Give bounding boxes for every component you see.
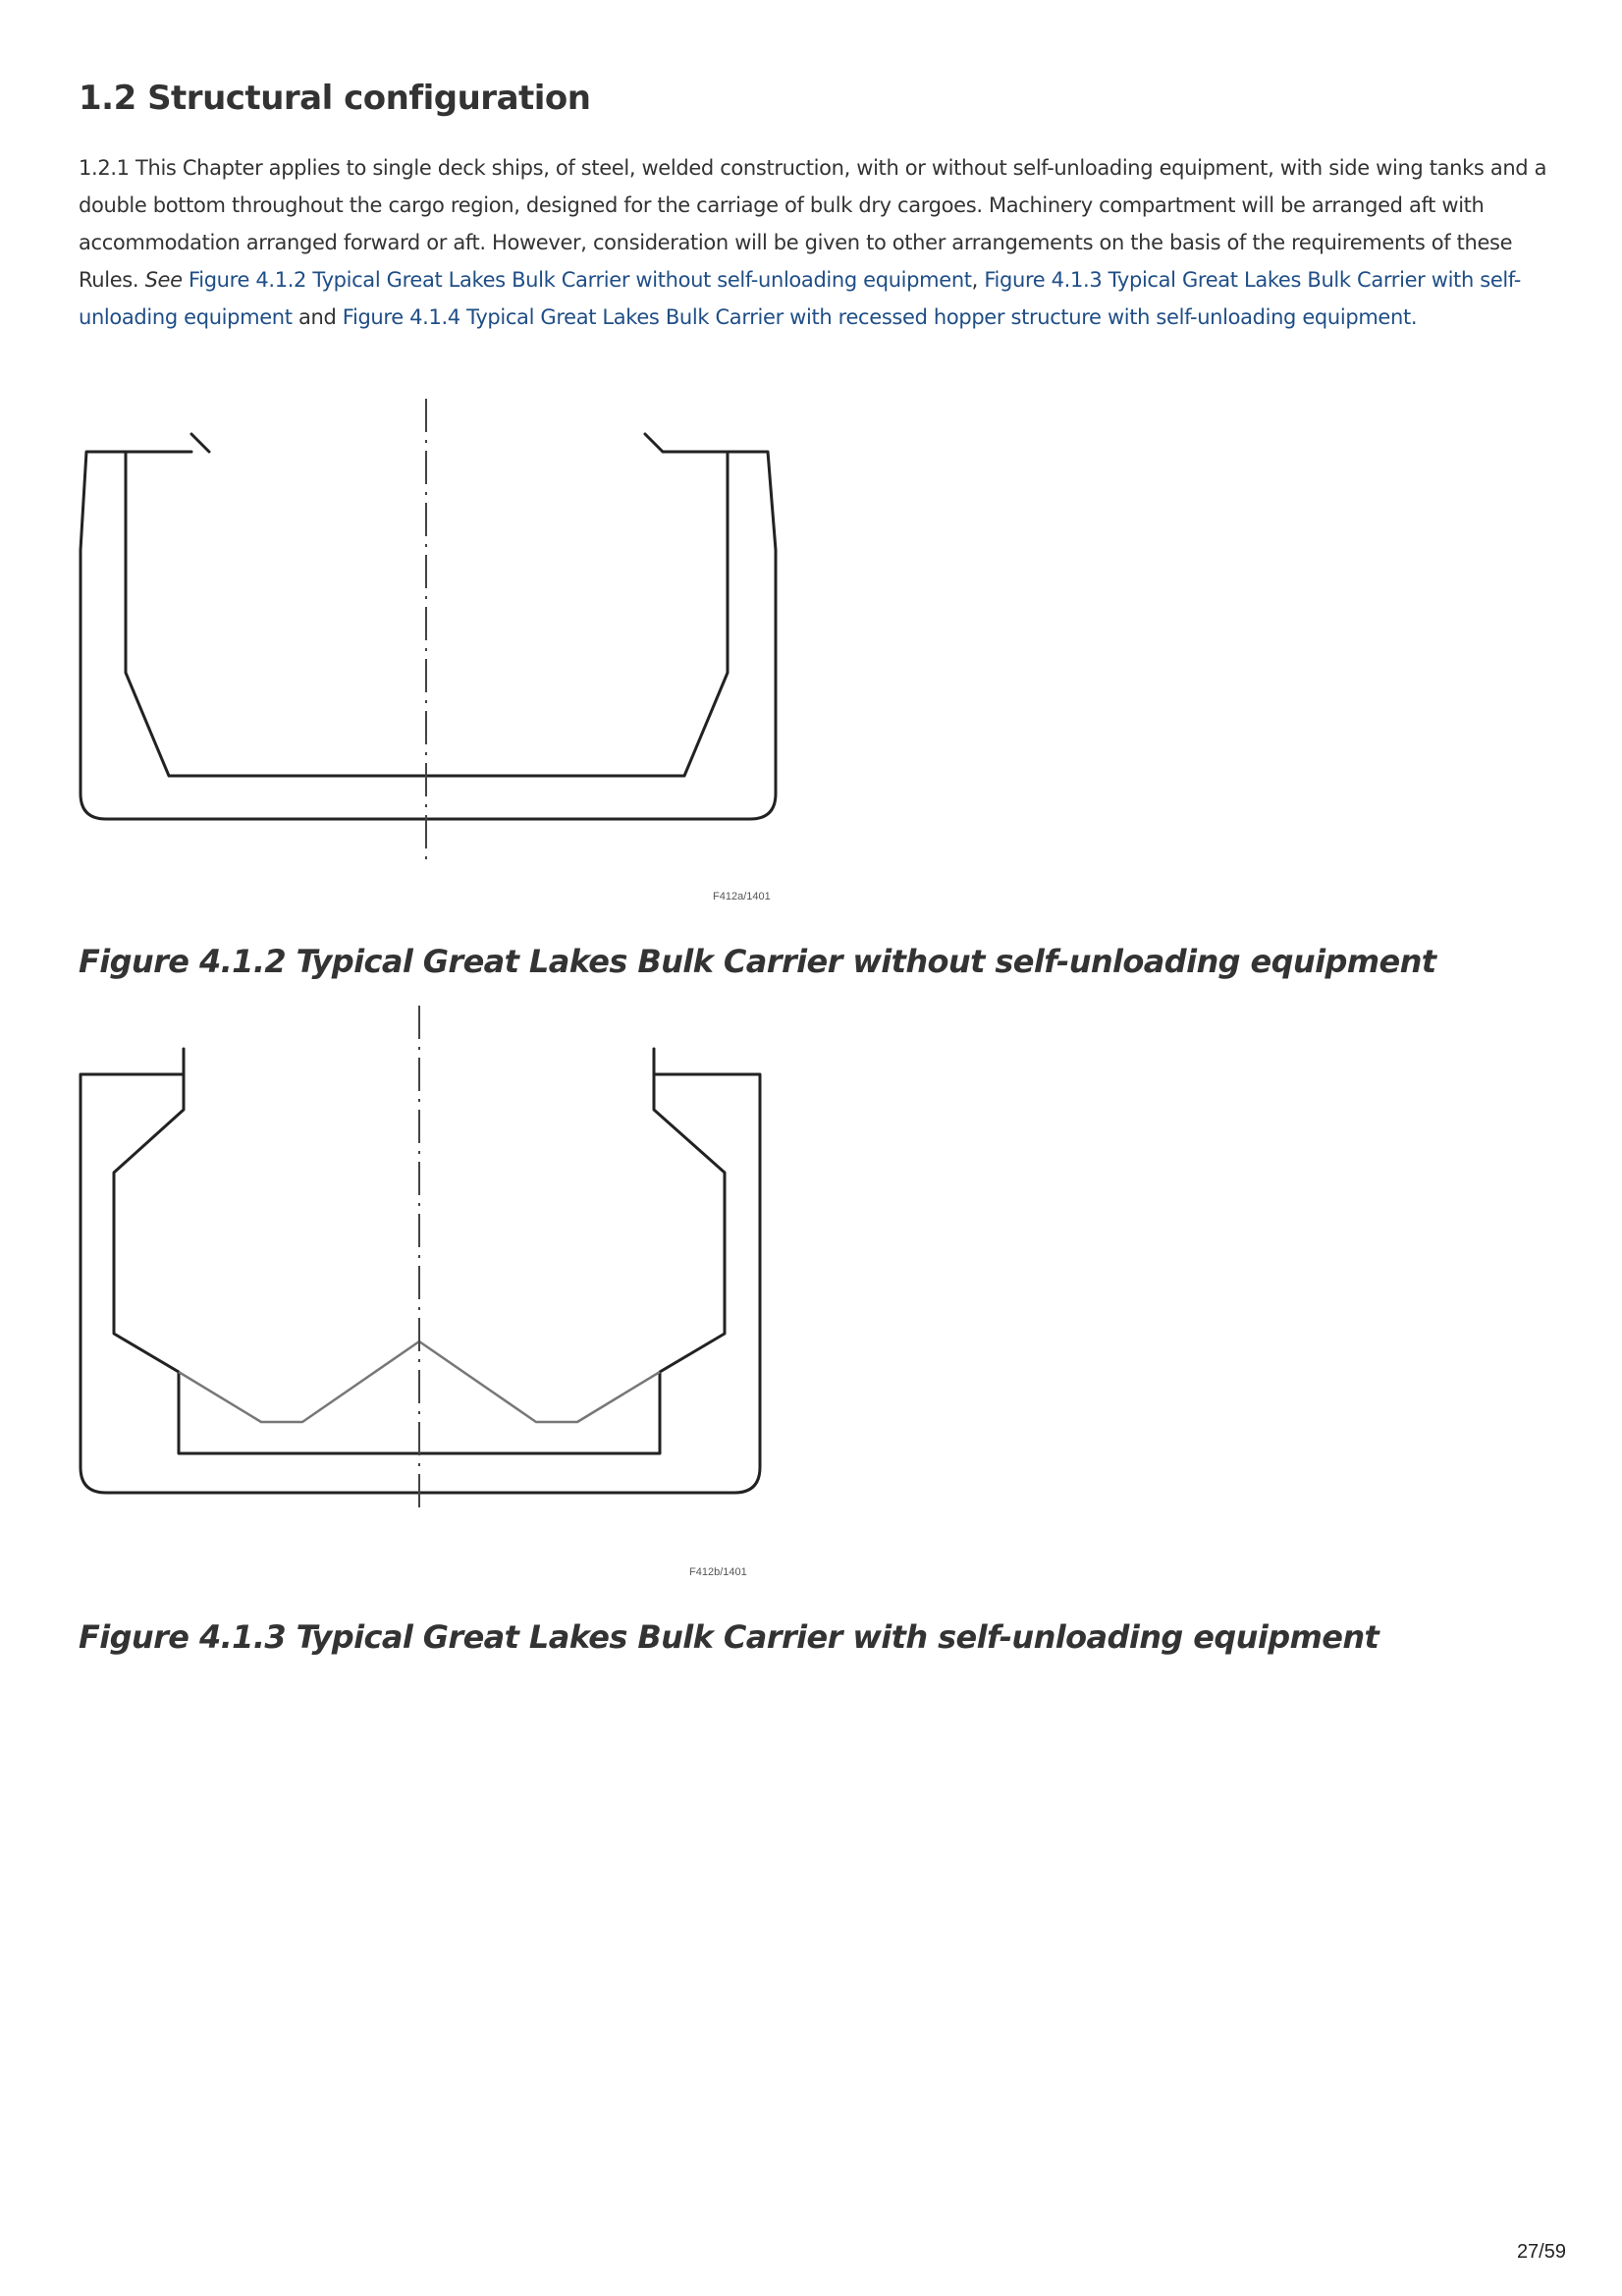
separator-text: ,	[971, 268, 985, 292]
figure-code: F412b/1401	[689, 1566, 747, 1578]
paragraph-end: .	[1410, 305, 1418, 329]
separator-and-text: and	[292, 305, 343, 329]
paragraph-text: 1.2.1 This Chapter applies to single deck ships, of steel, welded construction, with or without self-unloading equipment, with side wing tanks and a double bottom throughout the cargo region, designed for the carriage of bulk dry cargoes. Machinery compartment will be arranged aft with accommodation arranged forward or aft. However, consideration will be given to other arrangements on the basis of the requirements of these Rules.	[79, 156, 1547, 292]
page-number: 27/59	[1516, 2241, 1566, 2263]
link-figure-4-1-4[interactable]: Figure 4.1.4 Typical Great Lakes Bulk Carrier with recessed hopper structure with self-unloading equipment	[342, 305, 1411, 329]
link-figure-4-1-2[interactable]: Figure 4.1.2 Typical Great Lakes Bulk Carrier without self-unloading equipment	[189, 268, 972, 292]
see-text: See	[144, 268, 183, 292]
figure-caption: Figure 4.1.2 Typical Great Lakes Bulk Carrier without self-unloading equipment	[79, 943, 1436, 980]
figure-caption: Figure 4.1.3 Typical Great Lakes Bulk Carrier with self-unloading equipment	[79, 1618, 1379, 1656]
link-figure-4-1-3[interactable]: Figure 4.1.3 Typical Great Lakes Bulk Carrier with self-unloading equipment	[79, 268, 1521, 329]
figure-code: F412a/1401	[713, 891, 771, 902]
section-heading: 1.2 Structural configuration	[79, 79, 591, 118]
